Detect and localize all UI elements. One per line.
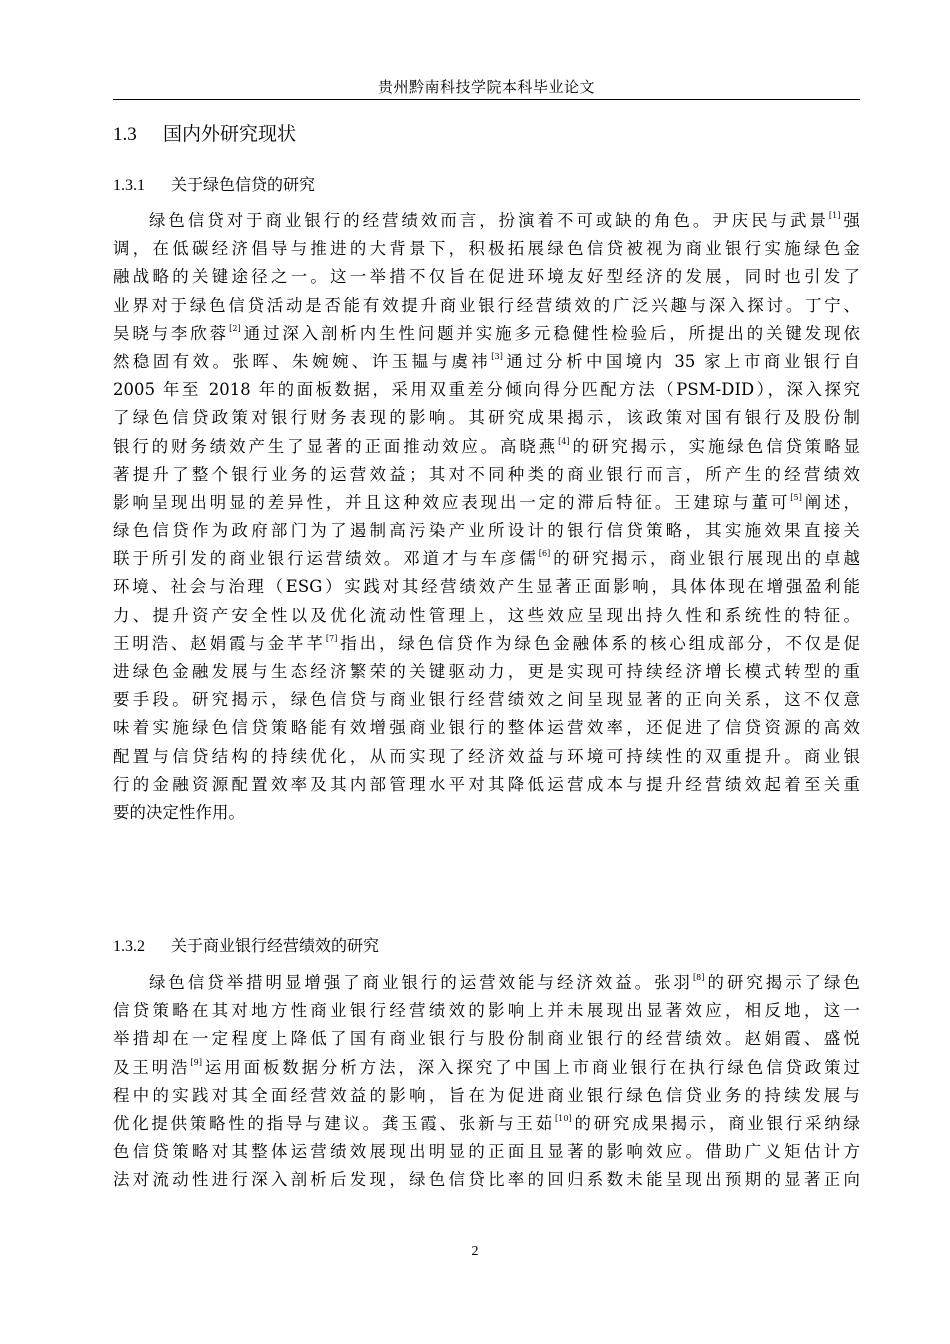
text-line: 王明浩、赵娟霞与金芊芊[7]指出，绿色信贷作为绿色金融体系的核心组成部分，不仅是促 — [113, 633, 860, 653]
citation[interactable]: [10] — [554, 1113, 572, 1123]
subsection-heading-2 — [113, 933, 379, 956]
citation[interactable]: [1] — [828, 211, 841, 220]
section-number: 1.3 — [113, 124, 137, 145]
citation[interactable]: [3] — [491, 351, 503, 361]
section-title: 国内外研究现状 — [163, 123, 297, 145]
citation[interactable]: [6] — [538, 549, 551, 559]
text-line: 程中的实践对其全面经营效益的影响，旨在为促进商业银行绿色信贷业务的持续发展与 — [113, 1085, 860, 1105]
text-line: 著提升了整个银行业务的运营效益；其对不同种类的商业银行而言，所产生的经营绩效 — [113, 464, 860, 484]
text-line: 力、提升资产安全性以及优化流动性管理上，这些效应呈现出持久性和系统性的特征。 — [113, 605, 860, 625]
subsection-title: 关于绿色信贷的研究 — [171, 175, 316, 194]
text-line: 配置与信贷结构的持续优化，从而实现了经济效益与环境可持续性的双重提升。商业银 — [113, 746, 860, 766]
paragraph-bank-performance — [113, 969, 860, 1195]
text-line: 要的决定性作用。 — [113, 802, 245, 822]
citation[interactable]: [4] — [558, 436, 570, 446]
text-line: 影响呈现出明显的差异性，并且这种效应表现出一定的滞后特征。王建琼与董可[5]阐述， — [113, 492, 860, 512]
text-line: 吴晓与李欣蓉[2]通过深入剖析内生性问题并实施多元稳健性检验后，所提出的关键发现依 — [113, 323, 860, 343]
text-line: 调，在低碳经济倡导与推进的大背景下，积极拓展绿色信贷被视为商业银行实施绿色金 — [113, 239, 860, 259]
text-line: 色信贷策略对其整体运营绩效展现出明显的正面且显著的影响效应。借助广义矩估计方 — [113, 1142, 860, 1162]
citation[interactable]: [2] — [229, 323, 241, 333]
text-line: 2005 年至 2018 年的面板数据，采用双重差分倾向得分匹配方法（PSM-DID），深入探究 — [113, 380, 860, 400]
text-line: 优化提供策略性的指导与建议。龚玉霞、张新与王茹[10]的研究成果揭示，商业银行采纳绿 — [113, 1113, 860, 1133]
page-number: 2 — [471, 1244, 479, 1259]
subsection-title: 关于商业银行经营绩效的研究 — [171, 936, 380, 955]
running-header: 贵州黔南科技学院本科毕业论文 — [377, 78, 595, 96]
text-line: 进绿色金融发展与生态经济繁荣的关键驱动力，更是实现可持续经济增长模式转型的重 — [113, 662, 860, 681]
text-line: 绿色信贷对于商业银行的经营绩效而言，扮演着不可或缺的角色。尹庆民与武景[1]强 — [149, 211, 860, 230]
text-line: 业界对于绿色信贷活动是否能有效提升商业银行经营绩效的广泛兴趣与深入探讨。丁宁、 — [113, 295, 860, 315]
text-line: 法对流动性进行深入剖析后发现，绿色信贷比率的回归系数未能呈现出预期的显著正向 — [113, 1170, 860, 1190]
subsection-number: 1.3.2 — [113, 938, 145, 955]
citation[interactable]: [9] — [190, 1057, 203, 1067]
text-line: 融战略的关键途径之一。这一举措不仅旨在促进环境友好型经济的发展，同时也引发了 — [113, 267, 860, 287]
text-line: 绿色信贷举措明显增强了商业银行的运营效能与经济效益。张羽[8]的研究揭示了绿色 — [149, 973, 860, 992]
subsection-heading-1 — [113, 172, 315, 195]
text-line: 环境、社会与治理（ESG）实践对其经营绩效产生显著正面影响，具体体现在增强盈利能 — [113, 577, 860, 597]
citation[interactable]: [8] — [692, 973, 705, 982]
text-line: 要手段。研究揭示，绿色信贷与商业银行经营绩效之间呈现显著的正向关系，这不仅意 — [113, 690, 860, 710]
paragraph-green-credit — [113, 207, 860, 827]
text-line: 味着实施绿色信贷策略能有效增强商业银行的整体运营效率，还促进了信贷资源的高效 — [113, 718, 860, 738]
subsection-number: 1.3.1 — [113, 177, 145, 194]
text-line: 了绿色信贷政策对银行财务表现的影响。其研究成果揭示，该政策对国有银行及股份制 — [113, 408, 860, 428]
citation[interactable]: [7] — [325, 633, 338, 643]
text-line: 举措却在一定程度上降低了国有商业银行与股份制商业银行的经营绩效。赵娟霞、盛悦 — [113, 1029, 860, 1049]
text-line: 然稳固有效。张晖、朱婉婉、许玉韫与虞祎[3]通过分析中国境内 35 家上市商业银行自 — [113, 351, 860, 371]
header-rule — [113, 99, 860, 100]
section-heading — [113, 119, 296, 146]
text-line: 行的金融资源配置效率及其内部管理水平对其降低运营成本与提升经营绩效起着至关重 — [113, 774, 860, 794]
text-line: 信贷策略在其对地方性商业银行经营绩效的影响上并未展现出显著效应，相反地，这一 — [113, 1001, 860, 1021]
text-line: 银行的财务绩效产生了显著的正面推动效应。高晓燕[4]的研究揭示，实施绿色信贷策略显 — [113, 436, 860, 456]
citation[interactable]: [5] — [790, 492, 802, 502]
text-line: 联于所引发的商业银行运营绩效。邓道才与车彦儒[6]的研究揭示，商业银行展现出的卓越 — [113, 549, 860, 569]
text-line: 及王明浩[9]运用面板数据分析方法，深入探究了中国上市商业银行在执行绿色信贷政策过 — [113, 1057, 860, 1077]
text-line: 绿色信贷作为政府部门为了遏制高污染产业所设计的银行信贷策略，其实施效果直接关 — [113, 521, 860, 541]
